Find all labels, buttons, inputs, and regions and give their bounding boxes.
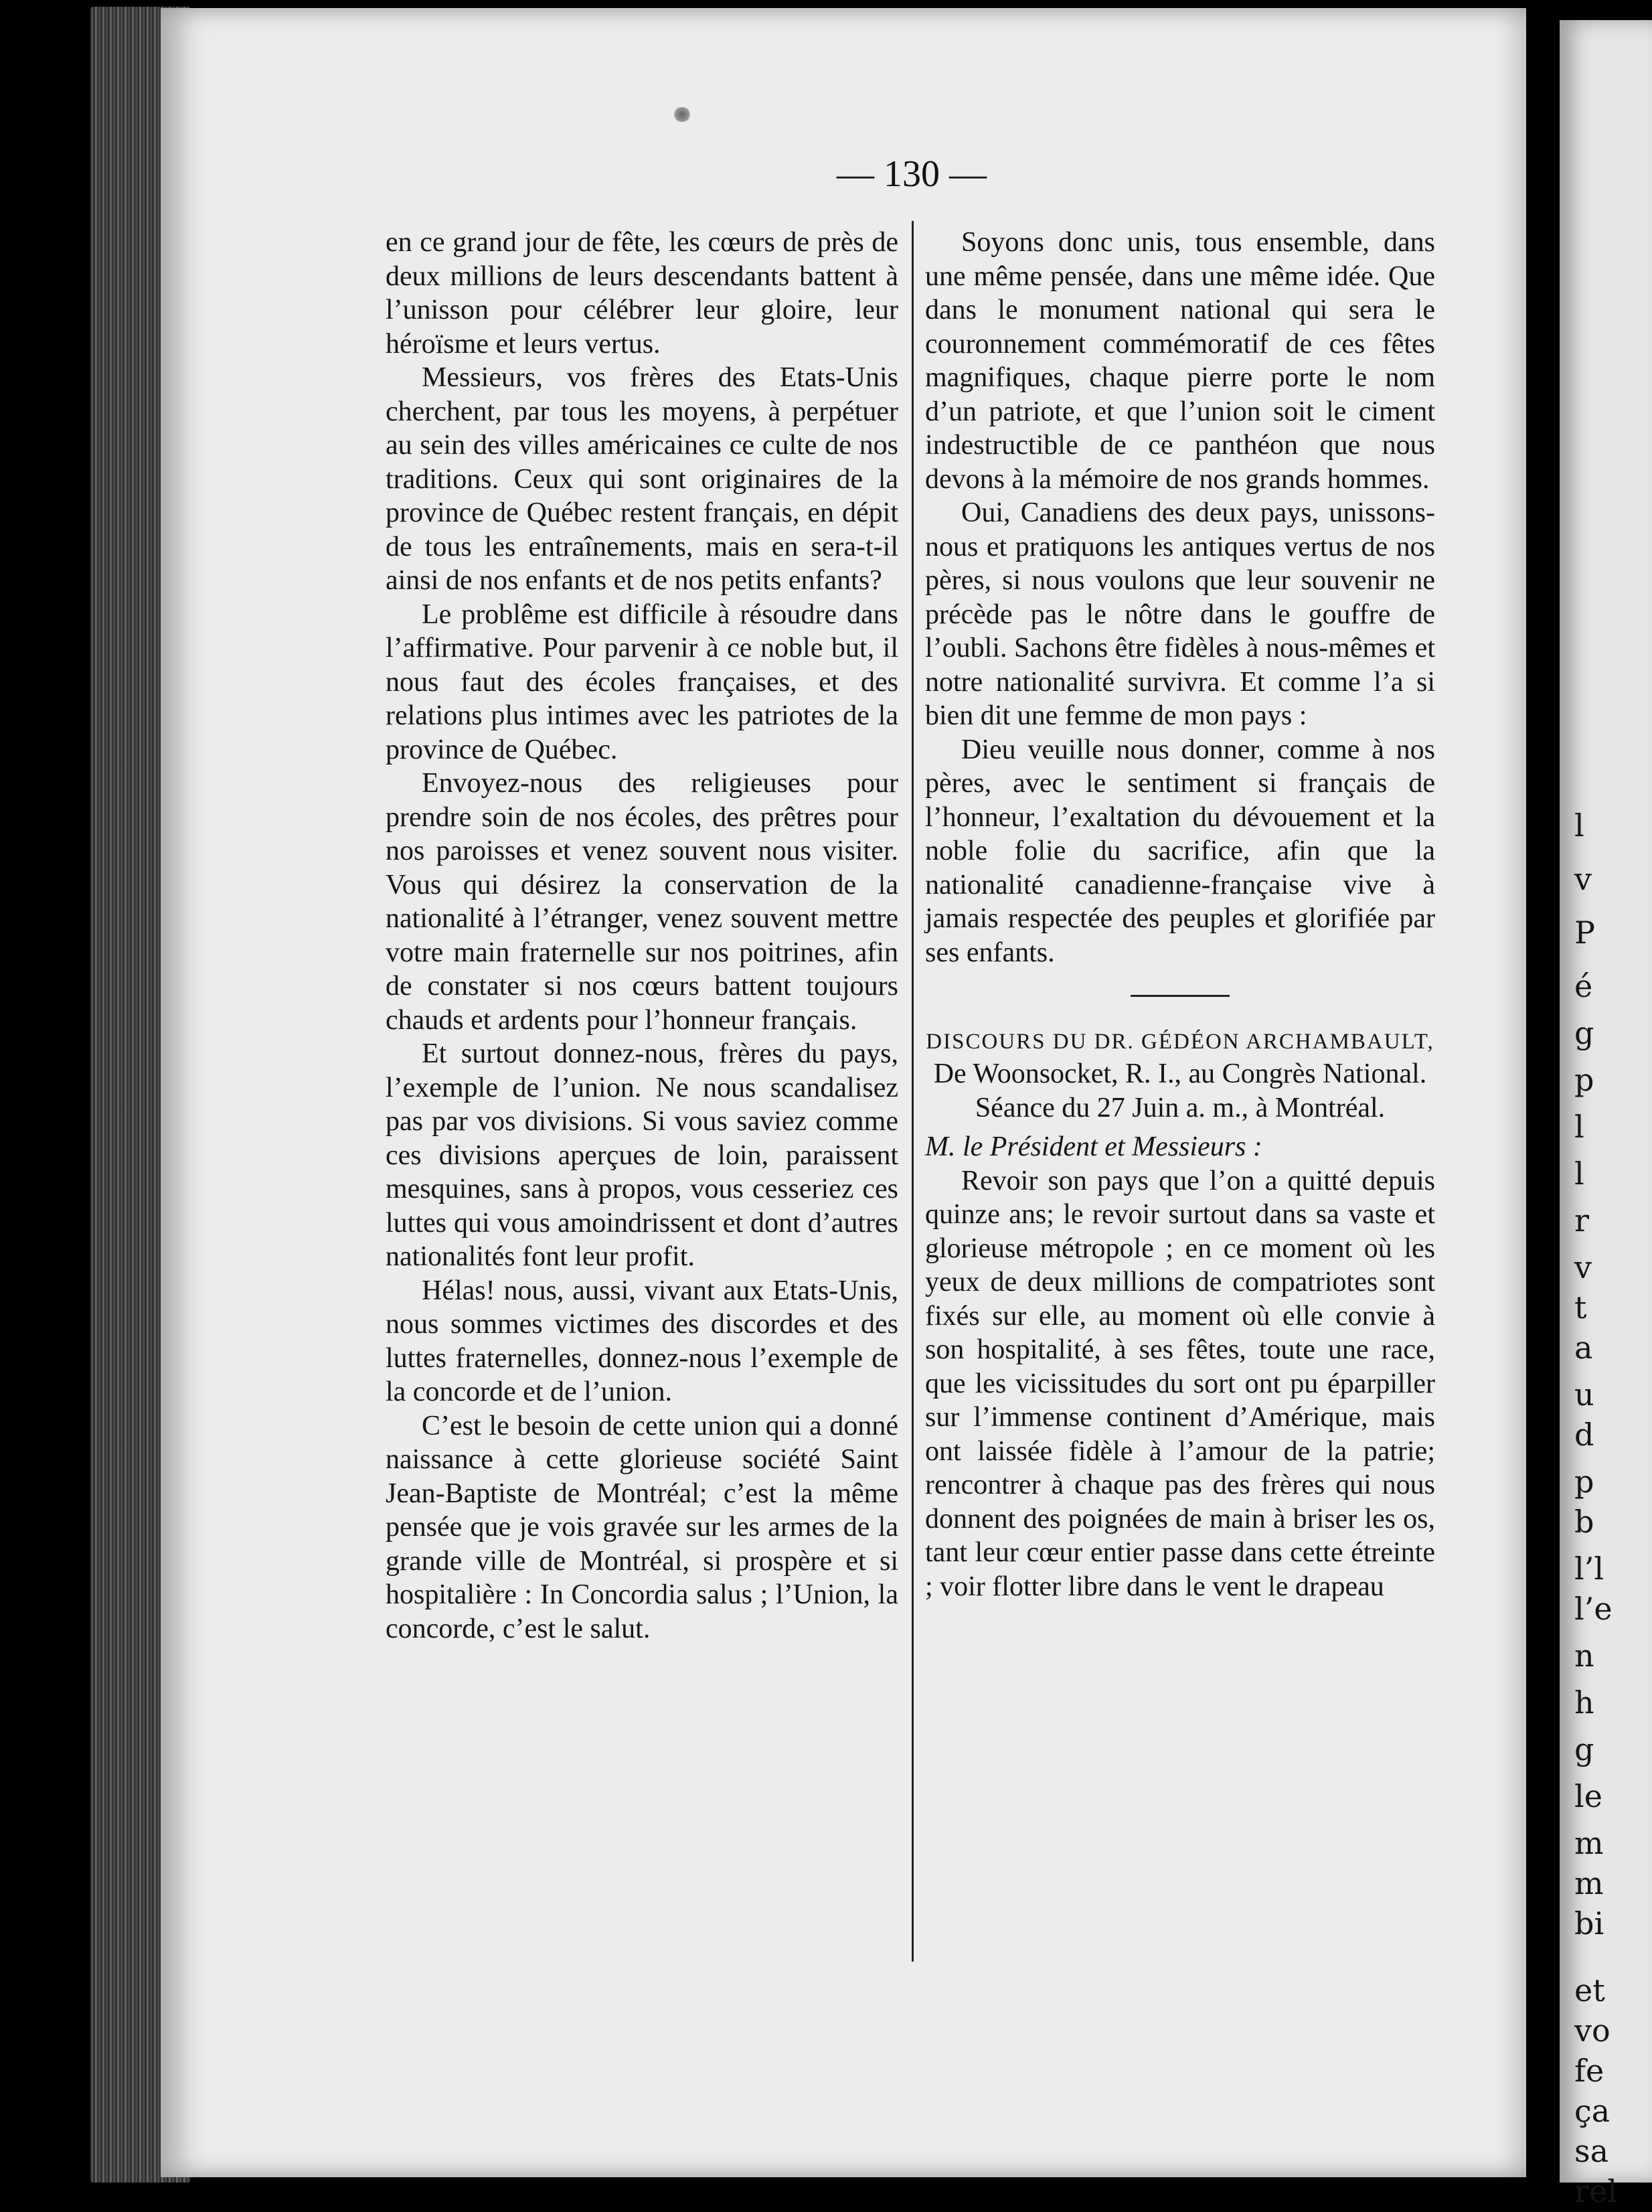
discours-subheading: De Woonsocket, R. I., au Congrès National. Séance du 27 Juin a. m., à Montréal.	[933, 1058, 1427, 1123]
next-page-fragment: l	[1574, 1109, 1584, 1145]
ink-smudge	[673, 107, 691, 122]
next-page-fragment: v	[1574, 861, 1592, 897]
salutation: M. le Président et Messieurs :	[925, 1131, 1262, 1162]
next-page-fragment: g	[1574, 1731, 1594, 1767]
paragraph: Dieu veuille nous donner, comme à nos pères, avec le sentiment si français de l’honneur, l’exaltation du dévouement et la noble folie du sacrifice, afin que la nationalité canadienne-française vive à jamais respectée des peuples et glorifiée par ses enfants.	[925, 734, 1435, 968]
next-page-fragment: b	[1574, 1504, 1594, 1540]
next-page-fragment: m	[1574, 1865, 1604, 1901]
paragraph: Et surtout donnez-nous, frères du pays, l’exemple de l’union. Ne nous scandalisez pas par vos divisions. Si vous saviez comme ces divisions aperçues de loin, paraissent mesquines, sans à propos, vous cesseriez ces luttes qui vous amoindrissent et dont d’autres nationalités font leur profit.	[386, 1038, 898, 1272]
paragraph: Soyons donc unis, tous ensemble, dans une même pensée, dans une même idée. Que dans le monument national qui sera le couronnement commémoratif de ces fêtes magnifiques, chaque pierre porte le nom d’un patriote, et que l’union soit le ciment indestructible de ce panthéon que nous devons à la mémoire de nos grands hommes.	[925, 227, 1435, 495]
right-column-text	[925, 226, 1435, 969]
next-page-strip	[1560, 20, 1652, 2209]
discours-heading: DISCOURS DU DR. GÉDÉON ARCHAMBAULT,	[926, 1030, 1434, 1054]
paragraph: Le problême est difficile à résoudre dans l’affirmative. Pour parvenir à ce noble but, il nous faut des écoles françaises, et des relations plus intimes avec les patriotes de la province de Québec.	[386, 599, 898, 765]
next-page-fragment: é	[1574, 968, 1593, 1004]
next-page-fragment: et	[1574, 1972, 1605, 2008]
next-page-fragment: r	[1574, 1202, 1589, 1239]
next-page-fragment: a	[1574, 1330, 1593, 1366]
next-page-fragment: h	[1574, 1684, 1594, 1721]
next-page-fragment: l’e	[1574, 1591, 1613, 1627]
next-page-fragment: p	[1574, 1062, 1594, 1098]
next-page-fragment: t	[1574, 1289, 1587, 1326]
left-column	[386, 226, 898, 1646]
right-column	[925, 226, 1435, 1603]
next-page-fragment: d	[1574, 1417, 1594, 1453]
next-page-fragment: le	[1574, 1778, 1602, 1814]
next-page-fragment: u	[1574, 1376, 1594, 1413]
paragraph: Oui, Canadiens des deux pays, unissons-nous et pratiquons les antiques vertus de nos pères, si nous voulons que leur souvenir ne précède pas le nôtre dans le gouffre de l’oubli. Sachons être fidèles à nous-mêmes et notre nationalité survivra. Et comme l’a si bien dit une femme de mon pays :	[925, 497, 1435, 731]
next-page-fragment: P	[1574, 915, 1595, 951]
page-number: — 130 —	[837, 153, 987, 195]
discours-text	[925, 1164, 1435, 1604]
next-page-fragment: bi	[1574, 1905, 1604, 1942]
next-page-fragment: g	[1574, 1015, 1594, 1051]
next-page-fragment: fe	[1574, 2053, 1604, 2089]
next-page-fragment: v	[1574, 1249, 1592, 1285]
next-page-fragment: sa	[1574, 2133, 1609, 2169]
next-page-fragment: rel	[1574, 2173, 1617, 2209]
column-divider	[912, 221, 914, 1962]
section-separator	[1131, 995, 1230, 997]
next-page-fragment: l’l	[1574, 1551, 1604, 1587]
paragraph: Hélas! nous, aussi, vivant aux Etats-Unis, nous sommes victimes des discordes et des luttes fraternelles, donnez-nous l’exemple de la concorde et de l’union.	[386, 1275, 898, 1407]
paragraph: en ce grand jour de fête, les cœurs de près de deux millions de leurs descendants battent à l’unisson pour célébrer leur gloire, leur héroïsme et leurs vertus.	[386, 227, 898, 360]
paragraph: C’est le besoin de cette union qui a donné naissance à cette glorieuse société Saint Jean-Baptiste de Montréal; c’est la même pensée que je vois gravée sur les armes de la grande ville de Montréal, si prospère et si hospitalière : In Concordia salus ; l’Union, la concorde, c’est le salut.	[386, 1410, 898, 1644]
paragraph: Envoyez-nous des religieuses pour prendre soin de nos écoles, des prêtres pour nos paroisses et venez souvent nous visiter. Vous qui désirez la conservation de la nationalité à l’étranger, venez souvent mettre votre main fraternelle sur nos poitrines, afin de constater si nos cœurs battent toujours chauds et ardents pour l’honneur français.	[386, 768, 898, 1036]
paragraph: Messieurs, vos frères des Etats-Unis cherchent, par tous les moyens, à perpétuer au sein des villes américaines ce culte de nos traditions. Ceux qui sont originaires de la province de Québec restent français, en dépit de tous les entraînements, mais en sera-t-il ainsi de nos enfants et de nos petits enfants?	[386, 362, 898, 596]
next-page-fragment: ça	[1574, 2093, 1610, 2129]
next-page-fragment: l	[1574, 807, 1584, 844]
next-page-fragment: n	[1574, 1638, 1594, 1674]
next-page-fragment: m	[1574, 1825, 1604, 1861]
next-page-fragment: l	[1574, 1156, 1584, 1192]
next-page-fragment: p	[1574, 1464, 1594, 1500]
next-page-fragment: vo	[1574, 2012, 1610, 2049]
paragraph: Revoir son pays que l’on a quitté depuis quinze ans; le revoir surtout dans sa vaste et glorieuse métropole ; en ce moment où les yeux de deux millions de compatriotes sont fixés sur elle, au moment où elle convie à son hospitalité, à ses fêtes, toute une race, que les vicissitudes du sort ont pu éparpiller sur l’immense continent d’Amérique, mais ont laissée fidèle à l’amour de la patrie; rencontrer à chaque pas des frères qui nous donnent des poignées de main à briser les os, tant leur cœur entier passe dans cette étreinte ; voir flotter libre dans le vent le drapeau	[925, 1165, 1435, 1602]
